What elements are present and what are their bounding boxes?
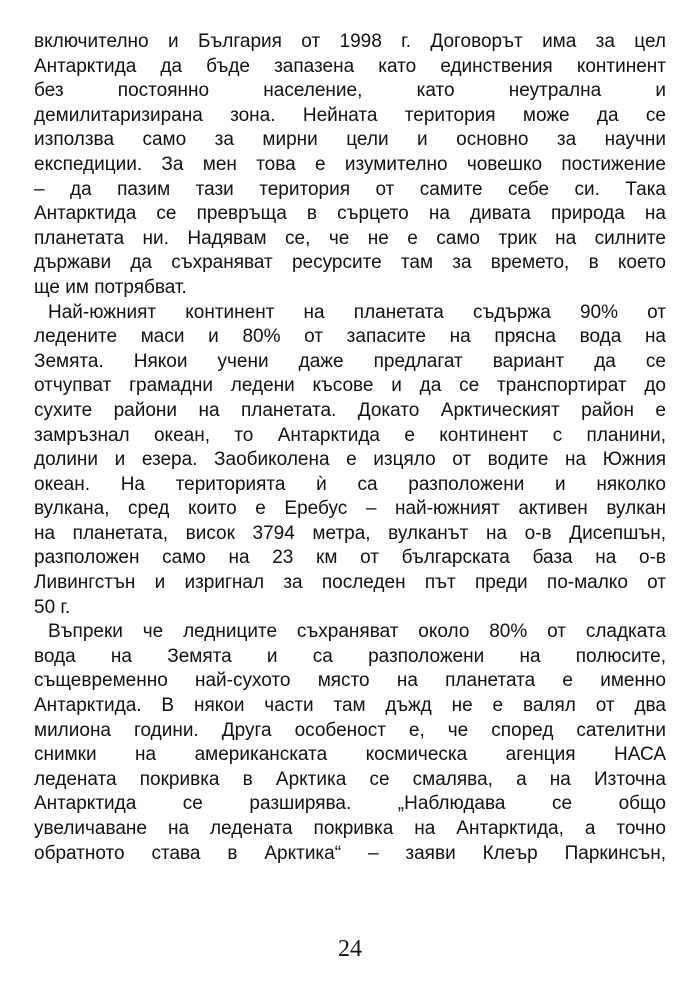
text-line: ледената покривка в Арктика се смалява, а на Източна: [34, 768, 666, 790]
text-line: ще им потрябват.: [34, 276, 187, 298]
paragraph-first-line: Въпреки че ледниците съхраняват около 80% от сладката: [48, 621, 666, 643]
text-line: същевременно най-сухото място на планетата е именно: [34, 670, 666, 692]
text-line: на планетата, висок 3794 метра, вулканът на о-в Дисепшън,: [34, 522, 666, 544]
text-line: експедиции. За мен това е изумително човешко постижение: [34, 153, 666, 175]
paragraph-first-line: Най-южният континент на планетата съдържа 90% от: [48, 301, 666, 323]
text-line: замръзнал океан, то Антарктида е континент с планини,: [34, 424, 666, 446]
text-line: отчупват грамадни ледени късове и да се транспортират до: [34, 375, 666, 397]
text-line: Антарктида се превръща в сърцето на дивата природа на: [34, 203, 666, 225]
text-line: държави да съхраняват ресурсите там за времето, в което: [34, 252, 666, 274]
text-line: увеличаване на ледената покривка на Антарктида, а точно: [34, 818, 666, 839]
text-line: разположен само на 23 км от българската база на о-в: [34, 547, 666, 569]
text-line: Антарктида. В някои части там дъжд не е валял от два: [34, 695, 666, 717]
text-line: сухите райони на планетата. Докато Арктическият район е: [34, 399, 666, 421]
text-line: планетата ни. Надявам се, че не е само трик на силните: [34, 227, 666, 249]
page-body: [34, 30, 666, 866]
page-number: 24: [338, 936, 362, 962]
text-line: океан. На територията ѝ са разположени и няколко: [34, 473, 666, 495]
text-line: обратното става в Арктика“ – заяви Клеър Паркинсън,: [34, 842, 666, 864]
text-line: долини и езера. Заобиколена е изцяло от водите на Южния: [34, 449, 666, 471]
text-line: Антарктида да бъде запазена като единствения континент: [34, 55, 666, 77]
text-line: Ливингстън и изригнал за последен път преди по-малко от: [34, 572, 666, 594]
text-line: Земята. Някои учени даже предлагат вариант да се: [34, 350, 666, 372]
text-line: демилитаризирана зона. Нейната територия може да се: [34, 104, 666, 126]
text-line: използва само за мирни цели и основно за научни: [34, 129, 666, 151]
text-line: 50 г.: [34, 596, 71, 618]
text-line: снимки на американската космическа агенция НАСА: [34, 744, 666, 766]
text-line: без постоянно население, като неутрална и: [34, 80, 666, 102]
text-line: вода на Земята и са разположени на полюсите,: [34, 645, 666, 667]
text-line: – да пазим тази територия от самите себе си. Така: [34, 178, 666, 200]
text-line: включително и България от 1998 г. Договорът има за цел: [34, 31, 666, 52]
text-line: Антарктида се разширява. „Наблюдава се общо: [34, 793, 666, 815]
text-line: милиона години. Друга особеност е, че според сателитни: [34, 719, 666, 741]
text-line: вулкана, сред които е Еребус – най-южният активен вулкан: [34, 498, 666, 520]
text-line: ледените маси и 80% от запасите на прясна вода на: [34, 326, 666, 348]
